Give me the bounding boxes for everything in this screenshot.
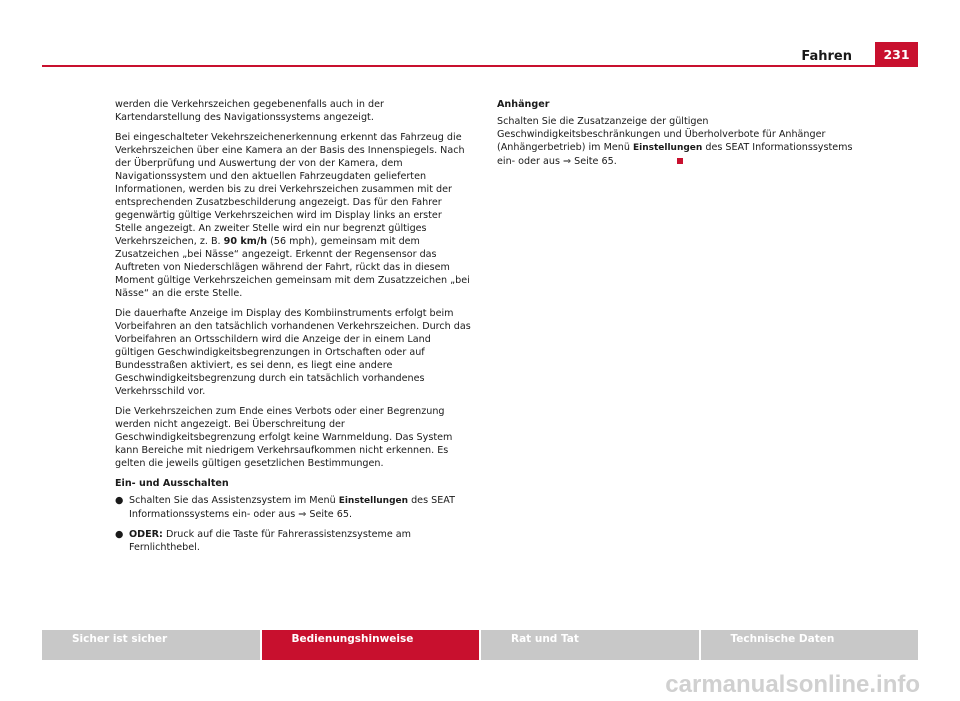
watermark: carmanualsonline.info [665, 670, 920, 698]
footer-tab-technische-daten[interactable]: Technische Daten [701, 630, 919, 660]
list-item [115, 528, 471, 554]
paragraph [497, 115, 857, 168]
bullet-icon: ● [115, 495, 124, 506]
paragraph: werden die Verkehrszeichen gegebenenfalls auch in der Kartendarstellung des Navigationssystems angezeigt. [115, 99, 384, 123]
footer-nav [42, 630, 918, 660]
menu-name: Einstellungen [338, 496, 409, 506]
speed-value: 90 km/h [223, 236, 268, 247]
section-heading: Ein- und Ausschalten [115, 478, 229, 489]
menu-name: Einstellungen [632, 143, 703, 153]
section-end-marker [677, 158, 683, 164]
left-column [115, 98, 471, 561]
right-column [497, 98, 857, 175]
chapter-title: Fahren [801, 49, 852, 64]
paragraph [115, 131, 471, 300]
or-label: ODER: [129, 529, 163, 540]
list-item-text-part: des SEAT Informationssystems ein- oder aus ⇒ Seite 65. [129, 495, 455, 520]
paragraph-text: (56 mph), gemeinsam mit dem Zusatzeichen „bei Nässe“ angezeigt. Erkennt der Regensensor das Auftreten von Niederschlägen während der Fahrt, rückt das in diesem Moment gültige Verkehrszeichen gemeinsam mit dem Zusatzzeichen „bei Nässe“ an die erste Stelle. [115, 236, 470, 299]
list-item [115, 494, 471, 521]
header-rule [42, 65, 918, 67]
paragraph-text: Schalten Sie die Zusatzanzeige der gültigen Geschwindigkeitsbeschränkungen und Überholverbote für Anhänger (Anhängerbetrieb) im Menü [497, 116, 826, 153]
list-item-text-part: Druck auf die Taste für Fahrerassistenzsysteme am Fernlichthebel. [129, 529, 412, 553]
paragraph-text: des SEAT Informationssystems ein- oder aus ⇒ Seite 65. [497, 142, 853, 167]
section-heading: Anhänger [497, 99, 550, 110]
list-item-text-part: Schalten Sie das Assistenzsystem im Menü [129, 495, 339, 506]
bullet-icon: ● [115, 529, 124, 540]
page-number: 231 [875, 42, 918, 67]
paragraph-text: Bei eingeschalteter Vekehrszeichenerkennung erkennt das Fahrzeug die Verkehrszeichen über eine Kamera an der Basis des Innenspiegels. Nach der Überprüfung und Auswertung der von der Kamera, dem Navigationssystem und den aktuellen Fahrzeugdaten gelieferten Informationen, werden bis zu drei Verkehrszeichen zusammen mit der entsprechenden Zusatzbeschilderung angezeigt. Das für den Fahrer gegenwärtig gültige Verkehrszeichen wird im Display links an erster Stelle angezeigt. An zweiter Stelle wird ein nur begrenzt gültiges Verkehrszeichen, z. B. [115, 132, 465, 247]
paragraph: Die Verkehrszeichen zum Ende eines Verbots oder einer Begrenzung werden nicht angezeigt. Bei Überschreitung der Geschwindigkeitsbegrenzung erfolgt keine Warnmeldung. Das System kann Bereiche mit niedrigem Verkehrsaufkommen nicht erkennen. Es gelten die jeweils gültigen gesetzlichen Bestimmungen. [115, 406, 453, 469]
footer-tab-bedienungshinweise[interactable]: Bedienungshinweise [262, 630, 480, 660]
footer-tab-sicher[interactable]: Sicher ist sicher [42, 630, 260, 660]
list-item-text [129, 528, 471, 554]
list-item-text [129, 494, 471, 521]
paragraph: Die dauerhafte Anzeige im Display des Kombiinstruments erfolgt beim Vorbeifahren an den tatsächlich vorhandenen Verkehrszeichen. Durch das Vorbeifahren an Ortsschildern wird die Anzeige der in einem Land gültigen Geschwindigkeitsbegrenzungen in Ortschaften oder auf Bundesstraßen aktiviert, es sei denn, es liegt eine andere Geschwindigkeitsbegrenzung durch ein tatsächlich vorhandenes Verkehrsschild vor. [115, 308, 471, 397]
footer-tab-rat-und-tat[interactable]: Rat und Tat [481, 630, 699, 660]
